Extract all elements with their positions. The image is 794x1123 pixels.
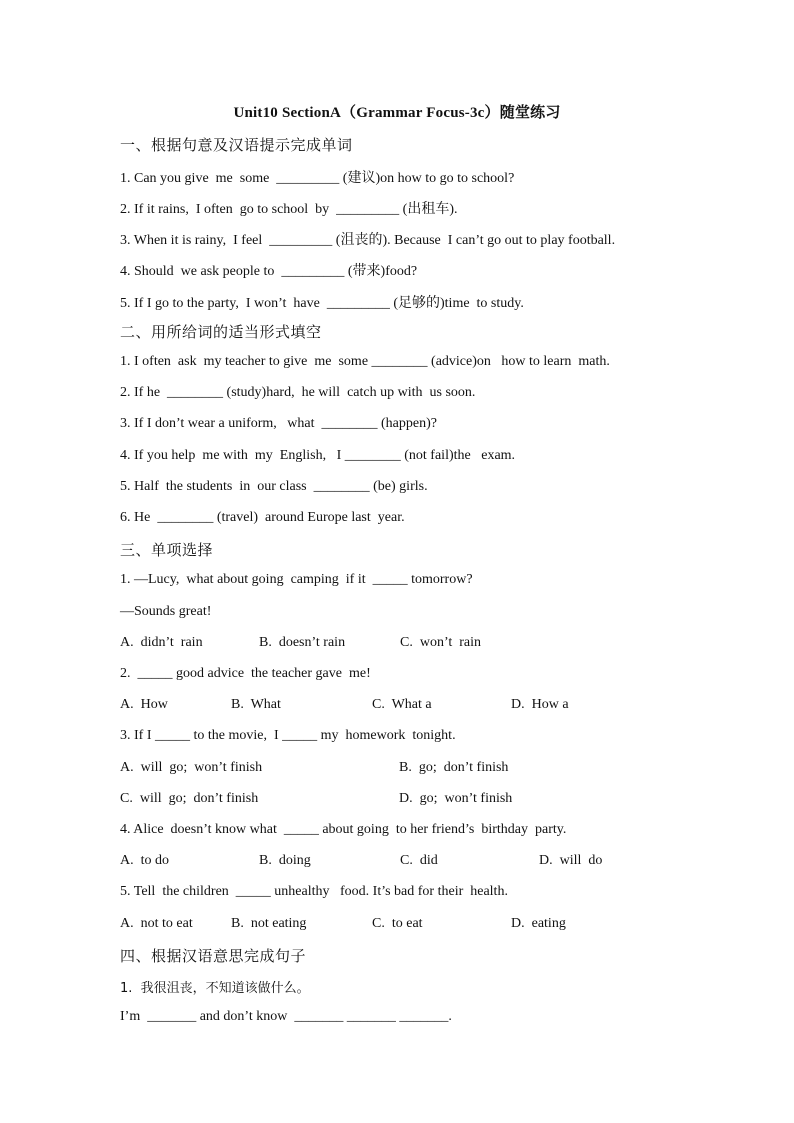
section-2-heading: 二、用所给词的适当形式填空	[120, 323, 322, 341]
s3-q3-option-c: C. will go; don’t finish	[120, 791, 259, 806]
section-4-heading: 四、根据汉语意思完成句子	[120, 947, 307, 965]
s3-q3-option-d: D. go; won’t finish	[399, 791, 513, 806]
s4-item-1-chinese: 1. 我很沮丧，不知道该做什么。	[120, 981, 310, 996]
s3-q4-option-b: B. doing	[259, 853, 311, 868]
s3-q3-option-b: B. go; don’t finish	[399, 760, 509, 775]
s3-q5-option-d: D. eating	[511, 916, 566, 931]
s3-q2-option-d: D. How a	[511, 697, 569, 712]
s1-item-2: 2. If it rains, I often go to school by _________ (出租车).	[120, 202, 458, 217]
s2-item-1: 1. I often ask my teacher to give me some ________ (advice)on how to learn math.	[120, 354, 610, 369]
s3-q1-option-a: A. didn’t rain	[120, 635, 203, 650]
s1-item-5: 5. If I go to the party, I won’t have _________ (足够的)time to study.	[120, 296, 524, 311]
s3-question-4: 4. Alice doesn’t know what _____ about going to her friend’s birthday party.	[120, 822, 567, 837]
section-1-heading: 一、根据句意及汉语提示完成单词	[120, 136, 353, 154]
s2-item-3: 3. If I don’t wear a uniform, what ________ (happen)?	[120, 416, 437, 431]
s3-question-5: 5. Tell the children _____ unhealthy food. It’s bad for their health.	[120, 884, 508, 899]
s3-q3-option-a: A. will go; won’t finish	[120, 760, 263, 775]
s3-q2-option-b: B. What	[231, 697, 281, 712]
s3-question-3: 3. If I _____ to the movie, I _____ my homework tonight.	[120, 728, 456, 743]
s3-question-1: 1. —Lucy, what about going camping if it _____ tomorrow?	[120, 572, 473, 587]
s1-item-4: 4. Should we ask people to _________ (带来)food?	[120, 264, 418, 279]
s3-q2-option-a: A. How	[120, 697, 168, 712]
worksheet-title: Unit10 SectionA（Grammar Focus-3c）随堂练习	[233, 105, 561, 121]
s3-q1-option-c: C. won’t rain	[400, 635, 482, 650]
s4-item-1-english: I’m _______ and don’t know _______ _______ _______.	[120, 1009, 452, 1024]
s2-item-6: 6. He ________ (travel) around Europe last year.	[120, 510, 405, 525]
s3-question-1-reply: —Sounds great!	[120, 604, 212, 619]
s3-q5-option-a: A. not to eat	[120, 916, 193, 931]
s1-item-1: 1. Can you give me some _________ (建议)on how to go to school?	[120, 171, 515, 186]
s3-q4-option-c: C. did	[400, 853, 438, 868]
s2-item-4: 4. If you help me with my English, I ________ (not fail)the exam.	[120, 448, 516, 463]
s3-q1-option-b: B. doesn’t rain	[259, 635, 346, 650]
s3-question-2: 2. _____ good advice the teacher gave me!	[120, 666, 371, 681]
s3-q2-option-c: C. What a	[372, 697, 432, 712]
s3-q5-option-b: B. not eating	[231, 916, 307, 931]
s2-item-5: 5. Half the students in our class ________ (be) girls.	[120, 479, 428, 494]
s3-q4-option-d: D. will do	[539, 853, 603, 868]
s1-item-3: 3. When it is rainy, I feel _________ (沮丧的). Because I can’t go out to play football.	[120, 233, 616, 248]
s3-q5-option-c: C. to eat	[372, 916, 423, 931]
section-3-heading: 三、单项选择	[120, 541, 214, 559]
s3-q4-option-a: A. to do	[120, 853, 169, 868]
s2-item-2: 2. If he ________ (study)hard, he will catch up with us soon.	[120, 385, 476, 400]
